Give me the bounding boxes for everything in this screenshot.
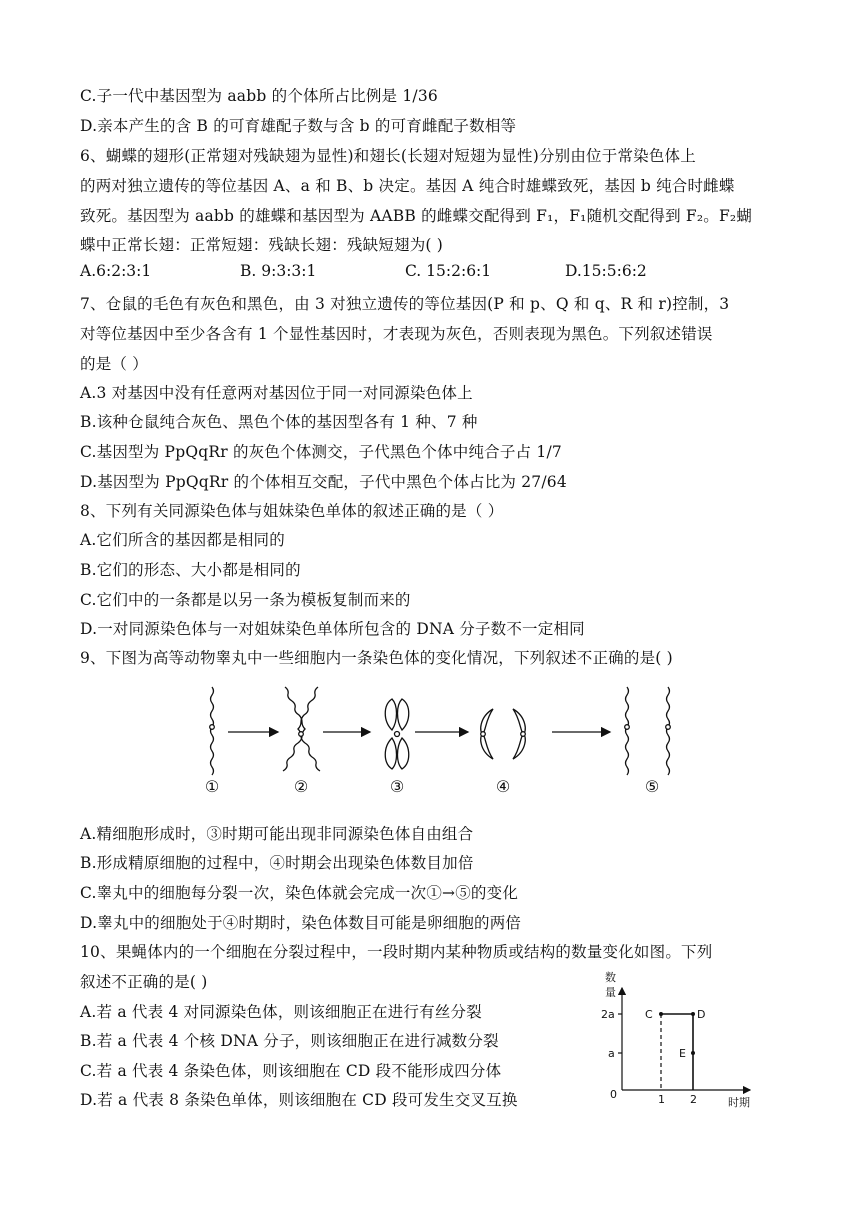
q6-stem-line-3: 致死。基因型为 aabb 的雄蝶和基因型为 AABB 的雌蝶交配得到 F₁，F₁随机交配得到 F₂。F₂蝴: [80, 207, 753, 225]
q6-stem-line-2: 的两对独立遗传的等位基因 A、a 和 B、b 决定。基因 A 纯合时雄蝶致死，基因 b 纯合时雌蝶: [80, 177, 735, 195]
stage5-chromosome-left: [626, 687, 629, 775]
stage5-chromosome-right: [667, 687, 670, 775]
y-axis-label-char-1: 数: [605, 971, 616, 984]
stage-label-3: ③: [389, 777, 405, 796]
q8-option-a: A.它们所含的基因都是相同的: [80, 531, 285, 549]
stage-label-1: ①: [204, 777, 220, 796]
stage3-chromosome: [385, 699, 409, 769]
q7-stem-line-1: 7、仓鼠的毛色有灰色和黑色，由 3 对独立遗传的等位基因(P 和 p、Q 和 q、R 和 r)控制，3: [80, 295, 730, 313]
x-axis-label: 时期: [728, 1096, 750, 1109]
stage2-chromosome: [283, 687, 305, 771]
q9-option-c: C.睾丸中的细胞每分裂一次，染色体就会完成一次①→⑤的变化: [80, 884, 519, 902]
q10-option-a: A.若 a 代表 4 对同源染色体，则该细胞正在进行有丝分裂: [80, 1003, 482, 1021]
origin-label: 0: [610, 1088, 617, 1101]
q9-option-b: B.形成精原细胞的过程中，④时期会出现染色体数目加倍: [80, 854, 474, 872]
q9-option-a: A.精细胞形成时，③时期可能出现非同源染色体自由组合: [80, 825, 474, 843]
q10-option-d: D.若 a 代表 8 条染色单体，则该细胞在 CD 段可发生交叉互换: [80, 1091, 518, 1109]
q7-stem-line-2: 对等位基因中至少各含有 1 个显性基因时，才表现为灰色，否则表现为黑色。下列叙述错误: [80, 325, 713, 343]
q7-stem-line-3: 的是（ ）: [80, 355, 148, 373]
q9-option-d: D.睾丸中的细胞处于④时期时，染色体数目可能是卵细胞的两倍: [80, 914, 522, 932]
stage1-chromosome: [211, 687, 214, 775]
q9-stem: 9、下图为高等动物睾丸中一些细胞内一条染色体的变化情况，下列叙述不正确的是( ): [80, 649, 673, 667]
q6-option-a: A.6:2:3:1: [80, 262, 152, 280]
q9-chromosome-figure: [190, 675, 690, 805]
q6-option-d: D.15:5:6:2: [565, 262, 647, 280]
x-tick-1: 1: [658, 1093, 665, 1106]
q6-stem-line-4: 蝶中正常长翅：正常短翅：残缺长翅：残缺短翅为( ): [80, 236, 444, 254]
point-label-c: C: [645, 1008, 653, 1021]
point-label-e: E: [679, 1047, 686, 1060]
stage-label-2: ②: [293, 777, 309, 796]
q6-option-c: C. 15:2:6:1: [405, 262, 492, 280]
q10-stem-line-2: 叙述不正确的是( ): [80, 973, 208, 991]
q6-options: [80, 262, 780, 286]
q7-option-a: A.3 对基因中没有任意两对基因位于同一对同源染色体上: [80, 384, 473, 402]
q8-stem: 8、下列有关同源染色体与姐妹染色单体的叙述正确的是（ ）: [80, 502, 504, 520]
q5-option-c: C.子一代中基因型为 aabb 的个体所占比例是 1/36: [80, 87, 438, 105]
q10-quantity-graph: [598, 968, 768, 1113]
q8-option-b: B.它们的形态、大小都是相同的: [80, 561, 301, 579]
stage-label-5: ⑤: [644, 777, 660, 796]
q8-option-d: D.一对同源染色体与一对姐妹染色单体所包含的 DNA 分子数不一定相同: [80, 620, 585, 638]
point-label-d: D: [697, 1008, 706, 1021]
x-tick-2: 2: [690, 1093, 697, 1106]
q10-option-c: C.若 a 代表 4 条染色体，则该细胞在 CD 段不能形成四分体: [80, 1062, 502, 1080]
y-tick-a: a: [608, 1047, 615, 1060]
y-axis-label-char-2: 量: [605, 986, 616, 999]
stage4-chromosomes: [481, 709, 526, 759]
q10-stem-line-1: 10、果蝇体内的一个细胞在分裂过程中，一段时期内某种物质或结构的数量变化如图。下列: [80, 943, 713, 961]
q6-option-b: B. 9:3:3:1: [240, 262, 317, 280]
q6-stem-line-1: 6、蝴蝶的翅形(正常翅对残缺翅为显性)和翅长(长翅对短翅为显性)分别由位于常染色体上: [80, 147, 696, 165]
q7-option-c: C.基因型为 PpQqRr 的灰色个体测交，子代黑色个体中纯合子占 1/7: [80, 443, 562, 461]
q5-option-d: D.亲本产生的含 B 的可育雄配子数与含 b 的可育雌配子数相等: [80, 117, 517, 135]
q7-option-d: D.基因型为 PpQqRr 的个体相互交配，子代中黑色个体占比为 27/64: [80, 473, 567, 491]
q10-option-b: B.若 a 代表 4 个核 DNA 分子，则该细胞正在进行减数分裂: [80, 1032, 499, 1050]
q7-option-b: B.该种仓鼠纯合灰色、黑色个体的基因型各有 1 种、7 种: [80, 413, 478, 431]
q8-option-c: C.它们中的一条都是以另一条为模板复制而来的: [80, 591, 411, 609]
stage-label-4: ④: [495, 777, 511, 796]
y-tick-2a: 2a: [601, 1008, 615, 1021]
